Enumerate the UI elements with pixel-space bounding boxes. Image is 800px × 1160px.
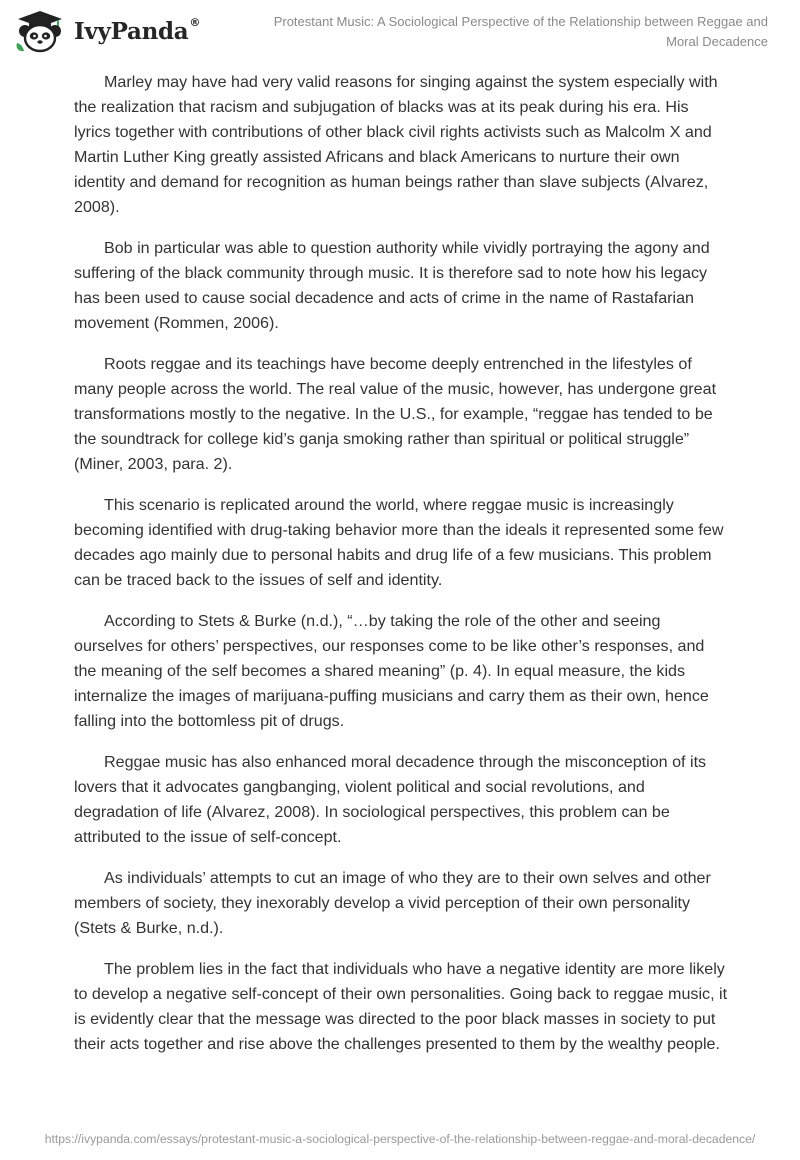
paragraph: Roots reggae and its teachings have become deeply entrenched in the lifestyles of many people across the world. The real value of the music, however, has undergone great transformations mostly to the negative. In the U.S., for example, “reggae has tended to be the soundtrack for college kid’s ganja smoking rather than spiritual or political struggle” (Miner, 2003, para. 2).	[74, 355, 717, 473]
logo-wordmark	[74, 15, 201, 45]
paragraph: According to Stets & Burke (n.d.), “…by taking the role of the other and seeing ourselves for others’ perspectives, our responses come to be like other’s responses, and the meaning of the self becomes a shared meaning” (p. 4). In equal measure, the kids internalize the images of marijuana-puffing musicians and carry them as their own, hence falling into the bottomless pit of drugs.	[74, 612, 709, 730]
source-url[interactable]: https://ivypanda.com/essays/protestant-music-a-sociological-perspective-of-the-relationship-between-reggae-and-moral-decadence/	[44, 1132, 756, 1146]
ivypanda-logo[interactable]	[14, 10, 204, 52]
paragraph: As individuals’ attempts to cut an image of who they are to their own selves and other members of society, they inexorably develop a vivid perception of their own personality (Stets & Burke, n.d.).	[74, 869, 711, 937]
paragraph: Reggae music has also enhanced moral decadence through the misconception of its lovers that it advocates gangbanging, violent political and social revolutions, and degradation of life (Alvarez, 2008). In sociological perspectives, this problem can be attributed to the issue of self-concept.	[74, 753, 707, 846]
logo-name: IvyPanda	[74, 17, 189, 45]
paragraph: The problem lies in the fact that individuals who have a negative identity are more likely to develop a negative self-concept of their own personalities. Going back to reggae music, it is evidently clear that the message was directed to the poor black masses in society to put their acts together and rise above the challenges presented to them by the wealthy people.	[74, 960, 728, 1053]
paragraph: Bob in particular was able to question authority while vividly portraying the agony and suffering of the black community through music. It is therefore sad to note how his legacy has been used to cause social decadence and acts of crime in the name of Rastafarian movement (Rommen, 2006).	[74, 239, 710, 332]
registered-mark: ®	[189, 15, 201, 29]
panda-graduate-icon	[14, 9, 66, 53]
paragraph: Marley may have had very valid reasons for singing against the system especially with the realization that racism and subjugation of blacks was at its peak during his era. His lyrics together with contributions of other black civil rights activists such as Malcolm X and Martin Luther King greatly assisted Africans and black Americans to nurture their own identity and demand for recognition as human beings rather than slave subjects (Alvarez, 2008).	[74, 73, 718, 216]
document-title: Protestant Music: A Sociological Perspective of the Relationship between Reggae and Moral Decadence	[273, 14, 768, 49]
paragraph: This scenario is replicated around the world, where reggae music is increasingly becoming identified with drug-taking behavior more than the ideals it represented some few decades ago mainly due to personal habits and drug life of a few musicians. This problem can be traced back to the issues of self and identity.	[74, 496, 724, 589]
essay-body	[74, 70, 728, 1073]
page-header	[0, 0, 800, 60]
